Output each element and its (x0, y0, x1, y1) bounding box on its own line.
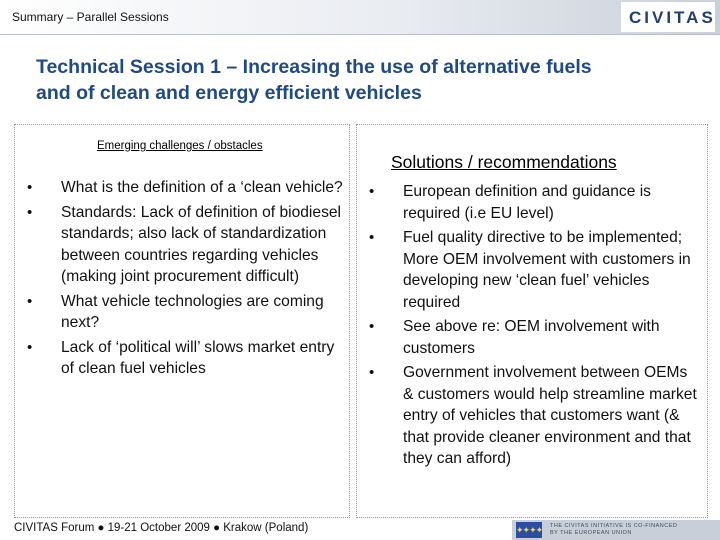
slide-title (36, 54, 696, 106)
list-item (25, 177, 343, 199)
eu-text-line-1: THE CIVITAS INITIATIVE IS CO-FINANCED (550, 523, 678, 529)
solutions-list (367, 181, 701, 473)
list-item (367, 227, 701, 313)
list-item-text: Lack of ‘political will’ slows market entry of clean fuel vehicles (61, 338, 335, 377)
list-item (25, 202, 343, 288)
header-divider (0, 34, 720, 35)
bullet-icon: • (27, 292, 33, 310)
eu-cofinancing-banner (512, 520, 720, 540)
list-item (25, 337, 343, 380)
bullet-icon: • (369, 183, 375, 200)
bullet-icon: • (27, 338, 33, 356)
civitas-logo: CIVITAS (629, 8, 716, 27)
challenges-list (25, 177, 343, 383)
breadcrumb: Summary – Parallel Sessions (12, 10, 169, 24)
list-item (367, 181, 701, 224)
list-item-text: See above re: OEM involvement with customers (403, 318, 660, 357)
eu-text-line-2: BY THE EUROPEAN UNION (550, 530, 632, 536)
bullet-icon: • (369, 364, 375, 381)
title-line-2: and of clean and energy efficient vehicles (36, 82, 422, 104)
footer-event-info: CIVITAS Forum ● 19-21 October 2009 ● Krakow (Poland) (14, 522, 309, 534)
list-item (25, 291, 343, 334)
list-item (367, 316, 701, 359)
bullet-icon: • (27, 203, 33, 221)
eu-flag-icon: ✦✦✦✦ (516, 522, 542, 538)
title-line-1: Technical Session 1 – Increasing the use of alternative fuels (36, 56, 592, 78)
solutions-panel (356, 124, 708, 518)
list-item-text: Fuel quality directive to be implemented; More OEM involvement with customers in developing new ‘clean fuel’ vehicles required (403, 229, 691, 311)
eu-cofinancing-text (550, 523, 716, 537)
bullet-icon: • (369, 229, 375, 246)
list-item-text: Government involvement between OEMs & customers would help streamline market entry of vehicles that customers want (& that provide cleaner environment and that they can afford) (403, 364, 697, 467)
list-item-text: Standards: Lack of definition of biodiesel standards; also lack of standardization between countries regarding vehicles (making joint procurement difficult) (61, 203, 342, 285)
header-bar (0, 0, 720, 34)
bullet-icon: • (27, 179, 33, 196)
list-item-text: What is the definition of a ‘clean vehicle? (61, 179, 343, 196)
solutions-heading: Solutions / recommendations (391, 152, 617, 172)
list-item-text: What vehicle technologies are coming next? (61, 292, 324, 331)
challenges-panel (14, 124, 350, 518)
logo-container (620, 2, 715, 32)
list-item-text: European definition and guidance is required (i.e EU level) (403, 183, 651, 222)
bullet-icon: • (369, 318, 375, 335)
challenges-heading: Emerging challenges / obstacles (97, 140, 263, 152)
list-item (367, 362, 701, 470)
